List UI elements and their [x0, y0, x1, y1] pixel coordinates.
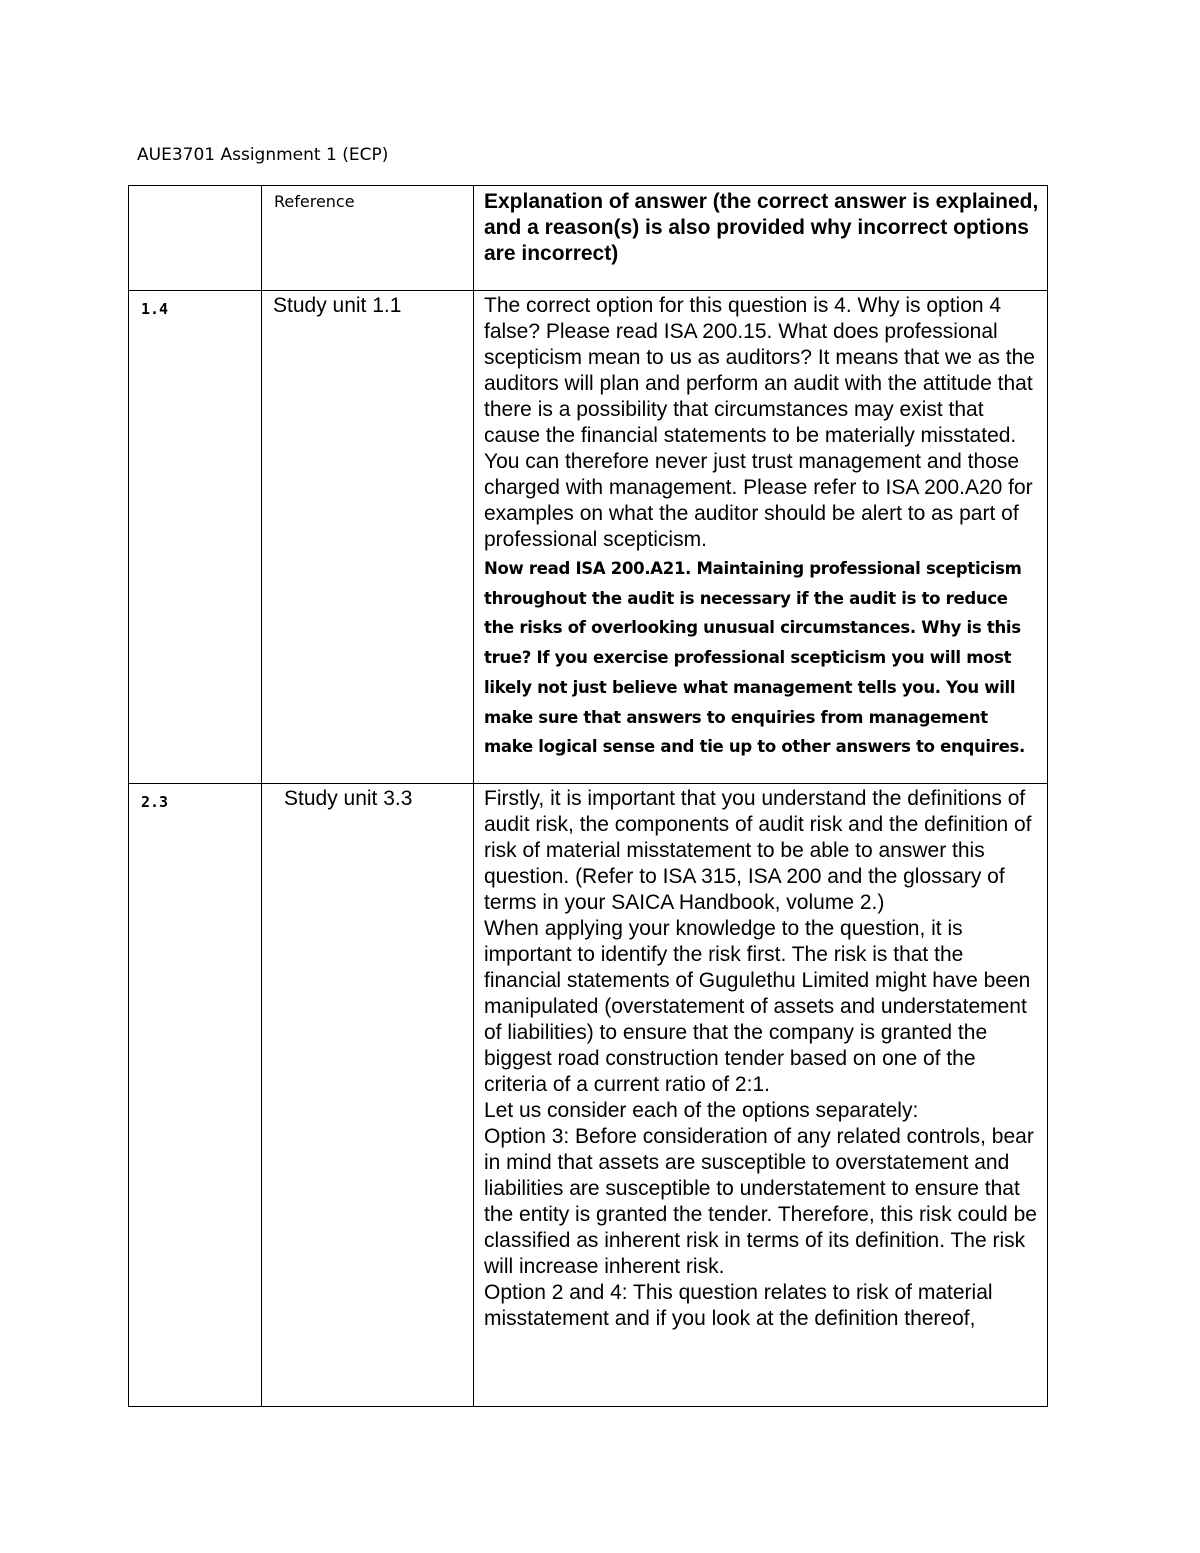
explanation-cell — [474, 784, 1048, 1407]
question-number-cell — [129, 784, 262, 1407]
explanation-paragraph: Option 2 and 4: This question relates to risk of material misstatement and if you look at the definition thereof, — [484, 1281, 993, 1330]
explanation-paragraph: Firstly, it is important that you understand the definitions of audit risk, the components of audit risk and the definition of risk of material misstatement to be able to answer this question. (Refer to ISA 315, ISA 200 and the glossary of terms in your SAICA Handbook, volume 2.) — [484, 787, 1032, 914]
header-explanation-cell — [474, 186, 1048, 291]
answers-table — [128, 185, 1048, 1407]
explanation-cell — [474, 291, 1048, 784]
explanation-paragraph: Let us consider each of the options separately: — [484, 1099, 919, 1122]
question-number-cell — [129, 291, 262, 784]
reference-text: Study unit 1.1 — [273, 294, 402, 317]
explanation-paragraph: The correct option for this question is 4. Why is option 4 false? Please read ISA 200.15. What does professional scepticism mean to us as auditors? It means that we as the auditors will plan and perform an audit with the attitude that there is a possibility that circumstances may exist that cause the financial statements to be materially misstated. You can therefore never just trust management and those charged with management. Please refer to ISA 200.A20 for examples on what the auditor should be alert to as part of professional scepticism. — [484, 294, 1035, 551]
header-explanation-label: Explanation of answer (the correct answer is explained, and a reason(s) is also provided why incorrect options are incorrect) — [484, 190, 1039, 265]
header-reference-label: Reference — [274, 192, 355, 211]
explanation-paragraph: Option 3: Before consideration of any related controls, bear in mind that assets are susceptible to overstatement and liabilities are susceptible to understatement to ensure that the entity is granted the tender. Therefore, this risk could be classified as inherent risk in terms of its definition. The risk will increase inherent risk. — [484, 1125, 1037, 1278]
table-row — [129, 291, 1048, 784]
table-row — [129, 784, 1048, 1407]
explanation-paragraph: When applying your knowledge to the question, it is important to identify the risk first. The risk is that the financial statements of Gugulethu Limited might have been manipulated (overstatement of assets and understatement of liabilities) to ensure that the company is granted the biggest road construction tender based on one of the criteria of a current ratio of 2:1. — [484, 917, 1031, 1096]
question-number: 1.4 — [141, 300, 169, 318]
reference-cell — [262, 291, 474, 784]
reference-cell — [262, 784, 474, 1407]
question-number: 2.3 — [141, 793, 169, 811]
explanation-bold-paragraph: Now read ISA 200.A21. Maintaining professional scepticism throughout the audit is necessary if the audit is to reduce the risks of overlooking unusual circumstances. Why is this true? If you exercise professional scepticism you will most likely not just believe what management tells you. You will make sure that answers to enquiries from management make logical sense and tie up to other answers to enquires. — [484, 559, 1025, 757]
document-title: AUE3701 Assignment 1 (ECP) — [137, 145, 389, 165]
header-reference-cell — [262, 186, 474, 291]
header-question-cell — [129, 186, 262, 291]
reference-text: Study unit 3.3 — [284, 787, 413, 810]
table-header-row — [129, 186, 1048, 291]
